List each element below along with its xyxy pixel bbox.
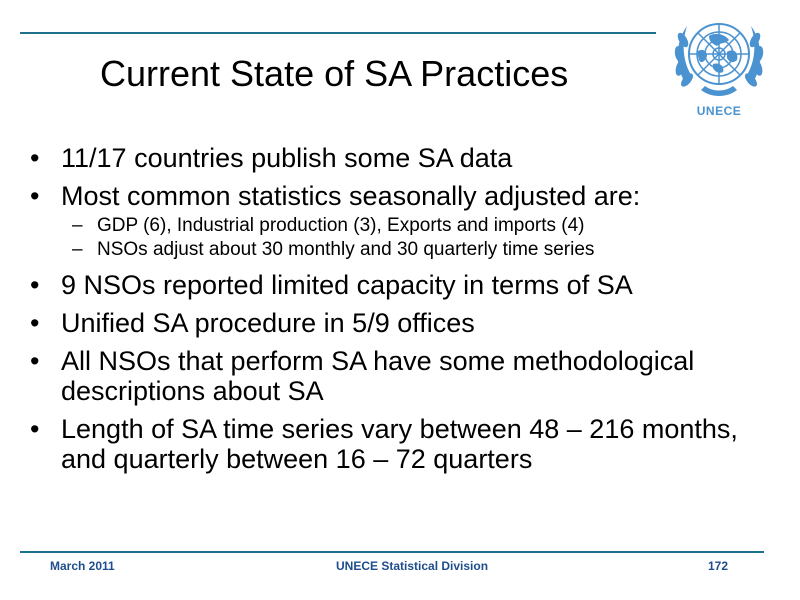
- bullet-item: [28, 143, 763, 173]
- bullet-text: 9 NSOs reported limited capacity in terms of SA: [61, 270, 633, 300]
- sub-bullet-list: [61, 214, 763, 262]
- bullet-item: [28, 308, 763, 338]
- unece-logo: [671, 12, 767, 124]
- bullet-item: [28, 346, 763, 406]
- bullet-text: Most common statistics seasonally adjusted are:: [61, 181, 641, 211]
- bullet-text: 11/17 countries publish some SA data: [61, 143, 513, 173]
- bullet-item: [28, 181, 763, 262]
- bullet-item: [28, 414, 763, 474]
- top-divider: [20, 32, 656, 34]
- sub-bullet-item: – GDP (6), Industrial production (3), Exports and imports (4): [64, 214, 763, 238]
- footer-date: March 2011: [50, 559, 115, 573]
- un-emblem-icon: [671, 12, 767, 104]
- bullet-text: Length of SA time series vary between 48 – 216 months, and quarterly between 16 – 72 quarters: [61, 414, 738, 474]
- sub-bullet-item: – NSOs adjust about 30 monthly and 30 quarterly time series: [64, 238, 763, 262]
- bullet-list: [28, 143, 763, 482]
- footer-page-number: 172: [708, 559, 729, 573]
- bullet-text: All NSOs that perform SA have some methodological descriptions about SA: [61, 346, 695, 406]
- bullet-text: Unified SA procedure in 5/9 offices: [61, 308, 475, 338]
- bullet-item: [28, 270, 763, 300]
- logo-text: UNECE: [696, 104, 742, 118]
- slide-title: Current State of SA Practices: [100, 53, 569, 94]
- bottom-divider: [20, 551, 764, 553]
- footer-organization: UNECE Statistical Division: [336, 559, 489, 573]
